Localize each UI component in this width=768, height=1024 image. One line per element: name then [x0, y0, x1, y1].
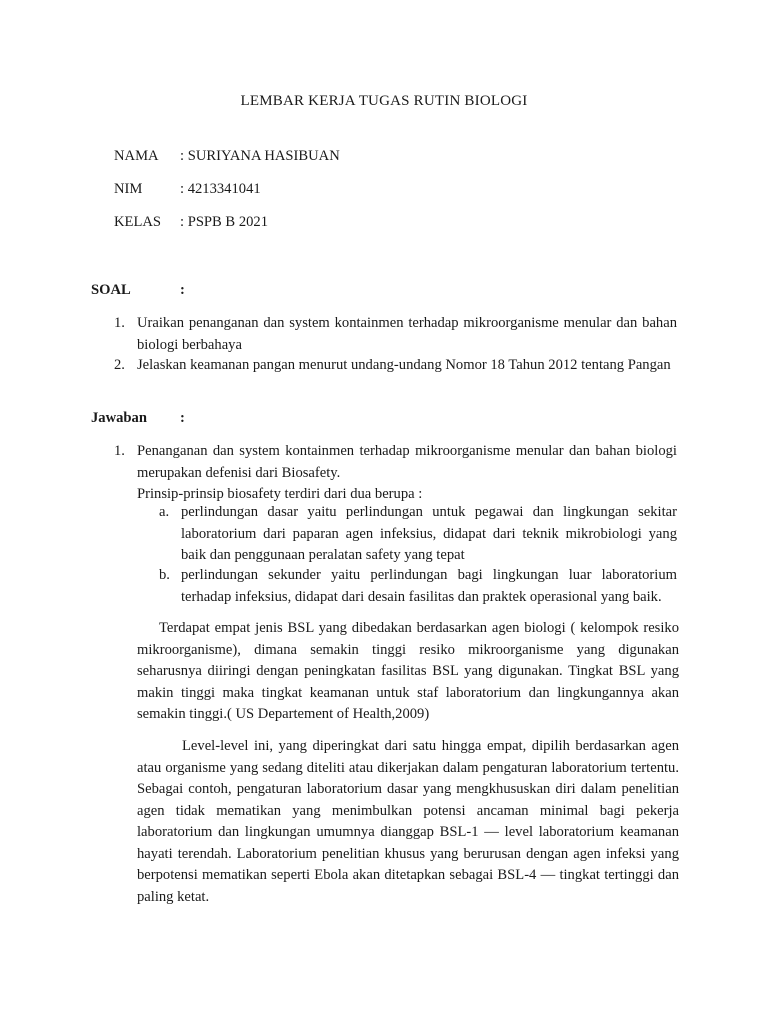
jawaban-heading: Jawaban — [91, 410, 147, 426]
nim-value: : 4213341041 — [180, 181, 261, 197]
nama-label: NAMA — [114, 148, 159, 164]
sub-item-marker: a. — [159, 504, 170, 520]
kelas-value: : PSPB B 2021 — [180, 214, 269, 230]
sub-item-marker: b. — [159, 567, 170, 583]
jawaban-item-text: Penanganan dan system kontainmen terhadap mikroorganisme menular dan bahan biologi merupakan defenisi dari Biosafety. — [137, 443, 677, 481]
jawaban-colon: : — [180, 410, 185, 426]
nim-label: NIM — [114, 181, 143, 197]
paragraph-bsl-levels: Level-level ini, yang diperingkat dari satu hingga empat, dipilih berdasarkan agen atau organisme yang sedang diteliti atau dikerjakan dalam pengaturan laboratorium tertentu. Sebagai contoh, pengaturan laboratorium dasar yang mengkhususkan diri dalam penelitian agen tidak mematikan yang menimbulkan potensi ancaman minimal bagi pekerja laboratorium dan lingkungan umumnya dianggap BSL-1 — level laboratorium keamanan hayati terendah. Laboratorium penelitian khusus yang berurusan dengan agen infeksi yang berpotensi mematikan seperti Ebola akan ditetapkan sebagai BSL-4 — tingkat tertinggi dan paling ketat. — [137, 738, 679, 905]
kelas-label: KELAS — [114, 214, 162, 230]
document-title: LEMBAR KERJA TUGAS RUTIN BIOLOGI — [240, 93, 528, 109]
sub-item-text: perlindungan dasar yaitu perlindungan untuk pegawai dan lingkungan sekitar laboratorium dari paparan agen infeksius, didapat dari teknik mikrobiologi yang baik dan penggunaan peralatan safety yang tepat — [181, 504, 677, 563]
nama-value: : SURIYANA HASIBUAN — [180, 148, 340, 164]
sub-item-text: perlindungan sekunder yaitu perlindungan bagi lingkungan luar laboratorium terhadap infeksius, didapat dari desain fasilitas dan praktek operasional yang baik. — [181, 567, 677, 605]
paragraph-bsl-types: Terdapat empat jenis BSL yang dibedakan berdasarkan agen biologi ( kelompok resiko mikroorganisme), dimana semakin tinggi resiko mikroorganisme yang digunakan seharusnya diiringi dengan peningkatan fasilitas BSL yang digunakan. Tingkat BSL yang makin tinggi maka tingkat keamanan untuk staf laboratorium dan lingkungannya akan semakin tinggi.( US Departement of Health,2009) — [137, 620, 679, 722]
soal-heading: SOAL — [91, 282, 131, 298]
soal-item-text: Jelaskan keamanan pangan menurut undang-undang Nomor 18 Tahun 2012 tentang Pangan — [137, 357, 671, 373]
soal-item-number: 1. — [114, 315, 125, 331]
principles-intro: Prinsip-prinsip biosafety terdiri dari dua berupa : — [137, 486, 423, 502]
soal-item-number: 2. — [114, 357, 125, 373]
jawaban-item-number: 1. — [114, 443, 125, 459]
soal-colon: : — [180, 282, 185, 298]
soal-item-text: Uraikan penanganan dan system kontainmen terhadap mikroorganisme menular dan bahan biologi berbahaya — [137, 315, 677, 353]
